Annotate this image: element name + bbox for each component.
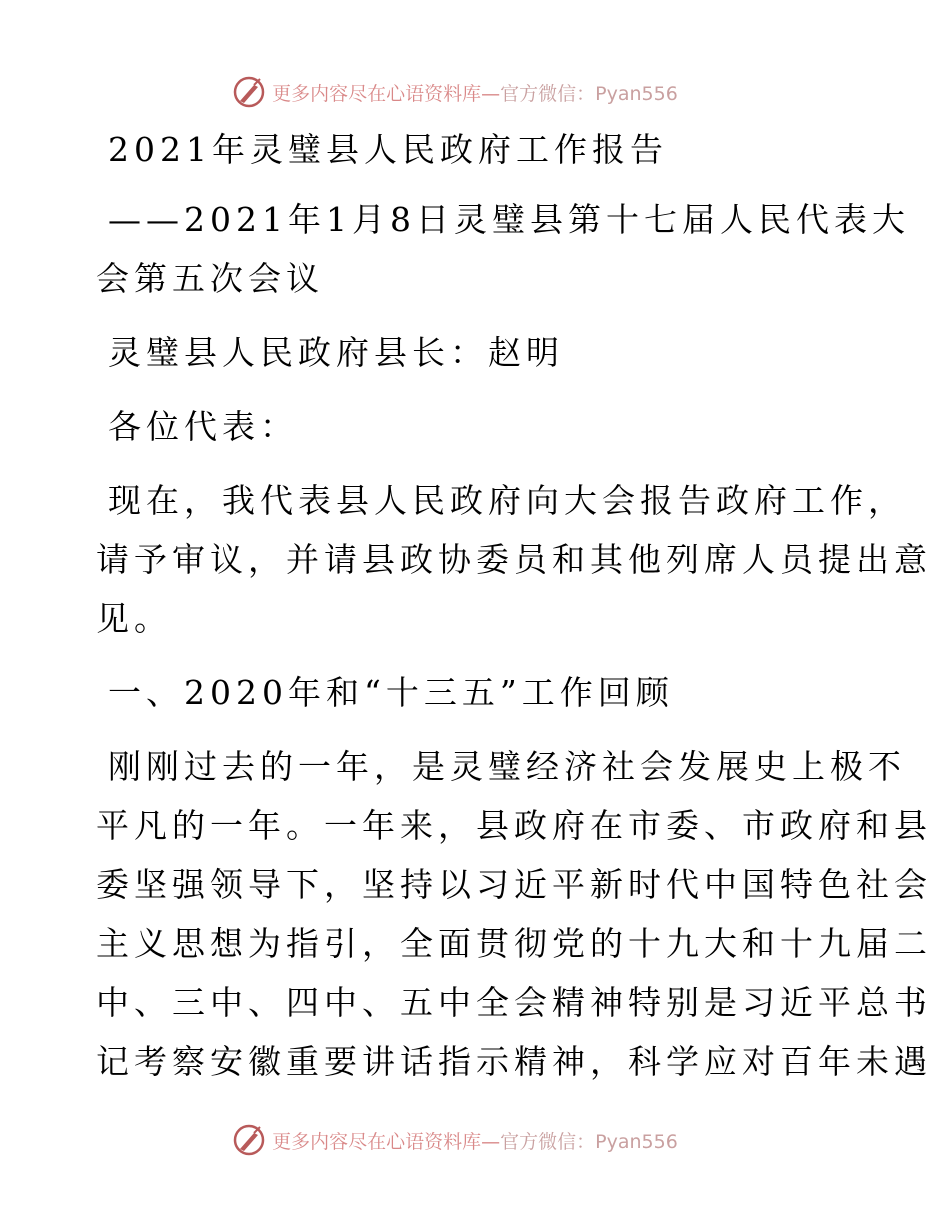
document-salutation: 各位代表： xyxy=(108,407,298,446)
watermark-text: 更多内容尽在心语资料库—官方微信：Pyan556 xyxy=(272,1130,678,1153)
quill-logo-icon xyxy=(232,1123,266,1157)
watermark-wechat: 官方微信：Pyan556 xyxy=(500,82,678,105)
watermark-header xyxy=(0,72,950,112)
document-title: 2021年灵璧县人民政府工作报告 xyxy=(108,130,668,169)
document-subtitle-line-1: ——2021年1月8日灵璧县第十七届人民代表大 xyxy=(108,200,910,239)
paragraph-1-line-1: 刚刚过去的一年，是灵璧经济社会发展史上极不 xyxy=(108,747,906,786)
section-1-heading: 一、2020年和“十三五”工作回顾 xyxy=(108,673,674,712)
watermark-wechat: 官方微信：Pyan556 xyxy=(500,1130,678,1153)
intro-line-1: 现在，我代表县人民政府向大会报告政府工作， xyxy=(108,481,906,520)
paragraph-1-line-4: 主义思想为指引，全面贯彻党的十九大和十九届二 xyxy=(96,924,932,963)
quill-logo-icon xyxy=(232,75,266,109)
document-subtitle-line-2: 会第五次会议 xyxy=(96,259,324,298)
intro-line-2: 请予审议，并请县政协委员和其他列席人员提出意 xyxy=(96,540,932,579)
paragraph-1-line-6: 记考察安徽重要讲话指示精神，科学应对百年未遇 xyxy=(96,1042,932,1081)
paragraph-1-line-5: 中、三中、四中、五中全会精神特别是习近平总书 xyxy=(96,983,932,1022)
watermark-text: 更多内容尽在心语资料库—官方微信：Pyan556 xyxy=(272,82,678,105)
paragraph-1-line-2: 平凡的一年。一年来，县政府在市委、市政府和县 xyxy=(96,806,932,845)
intro-line-3: 见。 xyxy=(96,599,172,638)
document-author: 灵璧县人民政府县长：赵明 xyxy=(108,333,564,372)
watermark-footer xyxy=(0,1120,950,1160)
paragraph-1-line-3: 委坚强领导下，坚持以习近平新时代中国特色社会 xyxy=(96,865,932,904)
